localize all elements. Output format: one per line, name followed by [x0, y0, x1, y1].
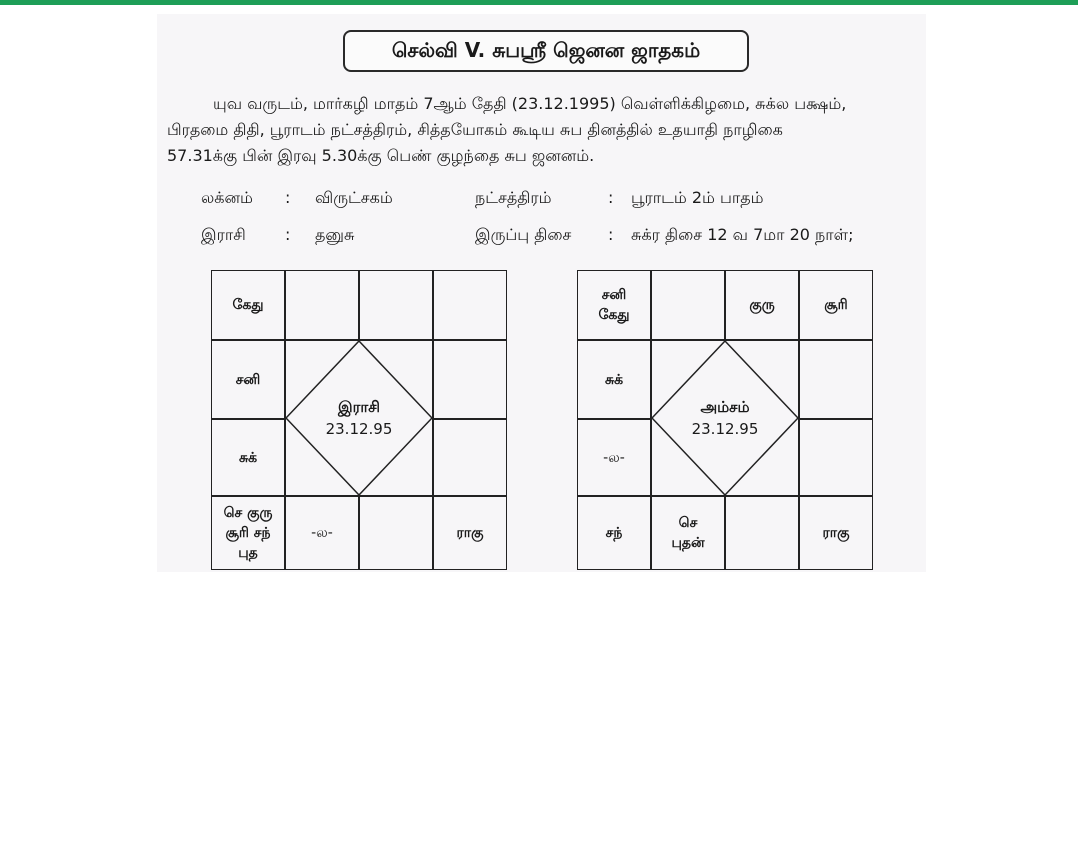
amsam-house-4: சூரி: [824, 297, 848, 313]
rasi-house-4: [433, 270, 507, 340]
amsam-house-5: [799, 340, 873, 419]
rasi-house-8: [359, 496, 433, 570]
rasi-center: [285, 340, 433, 496]
lagnam-label: லக்னம்: [201, 188, 253, 207]
dasa-value: சுக்ர திசை 12 வ 7மா 20 நாள்;: [631, 225, 854, 244]
amsam-house-2: [651, 270, 725, 340]
amsam-house-1: சனி கேது: [598, 287, 630, 323]
rasi-house-10: செ குரு சூரி சந் புத: [223, 505, 273, 561]
rasi-center-date: 23.12.95: [325, 420, 393, 438]
nakshatram-label: நட்சத்திரம்: [475, 188, 552, 207]
rasi-house-12: சனி: [235, 371, 261, 388]
rasi-value: தனுசு: [315, 225, 355, 244]
horoscope-document: [157, 14, 926, 572]
rasi-center-title: இராசி: [338, 398, 380, 416]
nakshatram-separator: :: [608, 188, 614, 207]
rasi-house-1: கேது: [232, 297, 264, 313]
amsam-center-title: அம்சம்: [700, 398, 750, 416]
rasi-house-7: ராகு: [456, 525, 484, 541]
rasi-house-3: [359, 270, 433, 340]
paragraph-line-1: யுவ வருடம், மார்கழி மாதம் 7ஆம் தேதி (23.12.1995) வெள்ளிக்கிழமை, சுக்ல பக்ஷம்,: [213, 94, 847, 113]
amsam-center-date: 23.12.95: [691, 420, 759, 438]
document-title: செல்வி V. சுபஸ்ரீ ஜெனன ஜாதகம்: [343, 30, 749, 72]
birth-details-paragraph: [167, 91, 925, 169]
amsam-house-12: சுக்: [604, 371, 624, 388]
rasi-house-11: சுக்: [238, 449, 258, 466]
dasa-separator: :: [608, 225, 614, 244]
paragraph-line-2: பிரதமை திதி, பூராடம் நட்சத்திரம், சித்தயோகம் கூடிய சுப தினத்தில் உதயாதி நாழிகை: [167, 120, 783, 139]
rasi-separator: :: [285, 225, 291, 244]
amsam-chart: [577, 270, 873, 570]
amsam-house-8: [725, 496, 799, 570]
paragraph-line-3: 57.31க்கு பின் இரவு 5.30க்கு பெண் குழந்தை சுப ஜனனம்.: [167, 146, 595, 165]
lagnam-separator: :: [285, 188, 291, 207]
amsam-house-3: குரு: [749, 297, 775, 313]
rasi-label: இராசி: [201, 225, 246, 244]
dasa-label: இருப்பு திசை: [475, 225, 572, 244]
rasi-house-2: [285, 270, 359, 340]
top-accent-bar: [0, 0, 1078, 5]
rasi-house-5: [433, 340, 507, 419]
lagnam-value: விருட்சகம்: [315, 188, 393, 207]
rasi-house-9: -ல-: [311, 525, 333, 541]
rasi-house-6: [433, 419, 507, 496]
amsam-house-9: செ புதன்: [671, 515, 705, 551]
amsam-house-6: [799, 419, 873, 496]
amsam-house-7: ராகு: [822, 525, 850, 541]
amsam-house-10: சந்: [605, 525, 623, 541]
amsam-center: [651, 340, 799, 496]
nakshatram-value: பூராடம் 2ம் பாதம்: [631, 188, 764, 207]
amsam-house-11: -ல-: [603, 449, 625, 466]
rasi-chart: [211, 270, 507, 570]
